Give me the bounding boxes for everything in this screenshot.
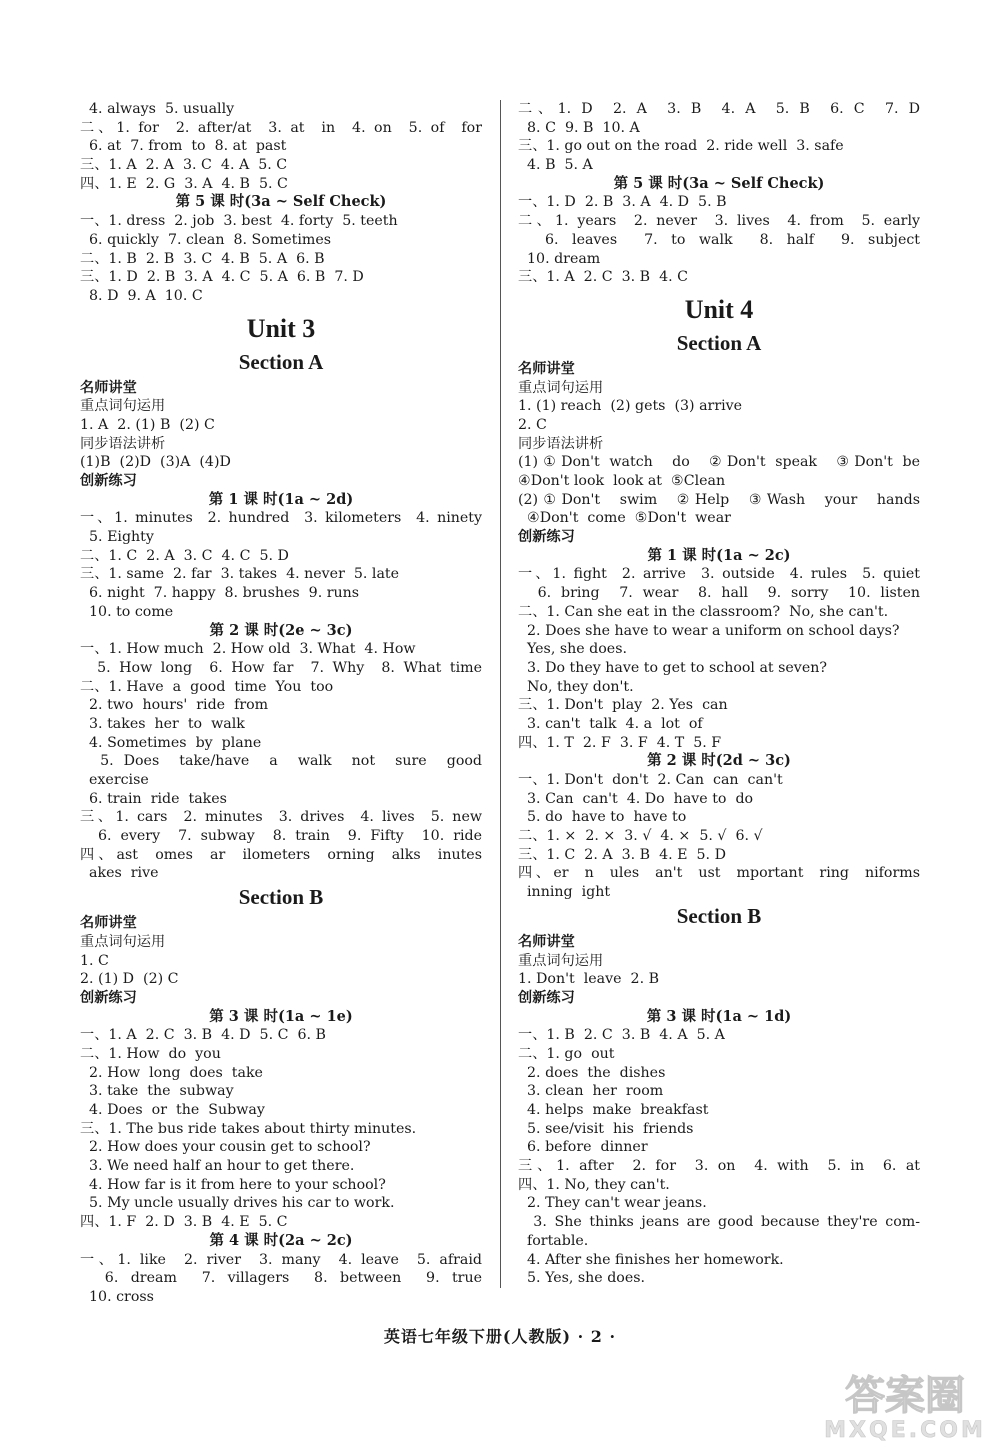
answer-line: 重点词句运用 bbox=[80, 933, 166, 950]
lesson-heading: 第 5 课 时(3a ~ Self Check) bbox=[613, 174, 825, 192]
answer-line: 三、1. same 2. far 3. takes 4. never 5. late bbox=[80, 566, 400, 583]
lesson-heading: 第 5 课 时(3a ~ Self Check) bbox=[175, 193, 387, 211]
answer-line: (1)B (2)D (3)A (4)D bbox=[80, 454, 231, 471]
answer-line: 重点词句运用 bbox=[80, 398, 166, 415]
lesson-heading: 第 2 课 时(2d ~ 3c) bbox=[647, 752, 791, 770]
answer-line: 6. night 7. happy 8. brushes 9. runs bbox=[80, 585, 360, 602]
answer-line: 3. We need half an hour to get there. bbox=[80, 1158, 355, 1175]
subheading: 创新练习 bbox=[518, 529, 575, 546]
answer-line: Yes, she does. bbox=[518, 641, 627, 658]
page-footer: 英语七年级下册(人教版) · 2 · bbox=[383, 1327, 617, 1346]
answer-line: 3. She thinks jeans are good because they're com- bbox=[518, 1214, 920, 1231]
answer-line: 5. see/visit his friends bbox=[518, 1120, 694, 1137]
left-column bbox=[80, 100, 482, 1307]
answer-line: 四、ast omes ar ilometers orning alks inutes bbox=[80, 846, 482, 863]
answer-line: 一、1. How much 2. How old 3. What 4. How bbox=[80, 641, 416, 658]
lesson-heading: 第 2 课 时(2e ~ 3c) bbox=[209, 621, 353, 639]
answer-line: No, they don't. bbox=[518, 678, 634, 695]
answer-line: 三、1. The bus ride takes about thirty minutes. bbox=[80, 1120, 417, 1137]
answer-line: 2. does the dishes bbox=[518, 1064, 666, 1081]
answer-line: 4. How far is it from here to your school? bbox=[80, 1176, 386, 1193]
answer-line: 一、1. B 2. C 3. B 4. A 5. A bbox=[518, 1027, 725, 1044]
subheading: 名师讲堂 bbox=[80, 379, 137, 396]
answer-line: 3. takes her to walk bbox=[80, 715, 245, 732]
answer-line: fortable. bbox=[518, 1232, 589, 1249]
answer-line: 4. always 5. usually bbox=[80, 101, 235, 117]
answer-line: 5. Eighty bbox=[80, 529, 154, 546]
section-heading: Section A bbox=[238, 349, 324, 374]
answer-line: 3. take the subway bbox=[80, 1083, 234, 1100]
lesson-heading: 第 1 课 时(1a ~ 2c) bbox=[647, 546, 791, 564]
answer-line: 四、er n ules an't ust mportant ring niforms bbox=[518, 865, 920, 882]
answer-line: inning ight bbox=[518, 884, 611, 901]
answer-line: 三、1. D 2. B 3. A 4. C 5. A 6. B 7. D bbox=[80, 269, 364, 286]
answer-line: 1. Don't leave 2. B bbox=[518, 971, 660, 988]
answer-line: 四、1. E 2. G 3. A 4. B 5. C bbox=[80, 175, 288, 192]
answer-line: 4. helps make breakfast bbox=[518, 1102, 709, 1118]
answer-line: 三、1. after 2. for 3. on 4. with 5. in 6. at bbox=[518, 1158, 920, 1175]
answer-line: 一、1. dress 2. job 3. best 4. forty 5. teeth bbox=[80, 213, 398, 230]
answer-line: 10. cross bbox=[80, 1288, 154, 1305]
answer-line: 二、1. for 2. after/at 3. at in 4. on 5. of for bbox=[80, 119, 482, 136]
answer-line: 8. C 9. B 10. A bbox=[518, 119, 640, 136]
answer-line: 同步语法讲析 bbox=[518, 435, 604, 452]
answer-line: 5. How long 6. How far 7. Why 8. What time bbox=[80, 659, 482, 676]
answer-line: 3. Do they have to get to school at seven? bbox=[518, 659, 827, 676]
answer-line: 4. Does or the Subway bbox=[80, 1102, 265, 1118]
answer-line: 四、1. F 2. D 3. B 4. E 5. C bbox=[80, 1214, 288, 1231]
answer-line: exercise bbox=[80, 772, 149, 788]
answer-line: 4. Sometimes by plane bbox=[80, 734, 262, 751]
answer-line: 5. Does take/have a walk not sure good bbox=[80, 753, 482, 770]
answer-line: 二、1. How do you bbox=[80, 1045, 221, 1062]
watermark-top: 答案圈 bbox=[845, 1373, 965, 1419]
section-heading: Section A bbox=[676, 330, 762, 355]
answer-line: 同步语法讲析 bbox=[80, 435, 166, 452]
answer-line: 二、1. Can she eat in the classroom? No, she can't. bbox=[518, 603, 889, 620]
section-heading: Section B bbox=[238, 885, 324, 910]
subheading: 创新练习 bbox=[80, 473, 137, 489]
answer-line: 二、1. years 2. never 3. lives 4. from 5. early bbox=[518, 213, 920, 230]
answer-line: 2. Does she have to wear a uniform on school days? bbox=[518, 622, 900, 639]
answer-line: 三、1. cars 2. minutes 3. drives 4. lives 5. new bbox=[80, 809, 482, 826]
answer-line: 三、1. A 2. C 3. B 4. C bbox=[518, 269, 689, 286]
section-heading: Section B bbox=[676, 903, 762, 928]
answer-line: 5. Yes, she does. bbox=[518, 1270, 646, 1287]
unit-heading: Unit 3 bbox=[246, 313, 316, 343]
answer-line: 一、1. Don't don't 2. Can can can't bbox=[518, 772, 783, 788]
watermark-logo bbox=[820, 1373, 990, 1448]
answer-line: 6. dream 7. villagers 8. between 9. true bbox=[80, 1270, 482, 1287]
answer-line: 三、1. C 2. A 3. B 4. E 5. D bbox=[518, 846, 726, 863]
answer-line: 3. Can can't 4. Do have to do bbox=[518, 790, 754, 807]
answer-line: 2. They can't wear jeans. bbox=[518, 1195, 707, 1212]
answer-line: 6. every 7. subway 8. train 9. Fifty 10. ride bbox=[80, 828, 482, 845]
answer-line: 一、1. minutes 2. hundred 3. kilometers 4. ninety bbox=[80, 510, 482, 527]
lesson-heading: 第 3 课 时(1a ~ 1e) bbox=[209, 1007, 353, 1025]
answer-line: ④Don't come ⑤Don't wear bbox=[518, 510, 731, 527]
answer-line: 3. can't talk 4. a lot of bbox=[518, 715, 703, 732]
answer-line: 2. C bbox=[518, 416, 547, 433]
answer-line: 1. (1) reach (2) gets (3) arrive bbox=[518, 398, 743, 415]
answer-line: 6. bring 7. wear 8. hall 9. sorry 10. listen bbox=[518, 585, 920, 602]
answer-line: 3. clean her room bbox=[518, 1083, 664, 1100]
answer-line: 二、1. Have a good time You too bbox=[80, 678, 334, 695]
answer-line: ④Don't look look at ⑤Clean bbox=[518, 473, 726, 489]
answer-line: 4. After she finishes her homework. bbox=[518, 1251, 784, 1268]
answer-line: 1. C bbox=[80, 952, 109, 969]
answer-line: 6. quickly 7. clean 8. Sometimes bbox=[80, 231, 332, 248]
lesson-heading: 第 1 课 时(1a ~ 2d) bbox=[208, 490, 354, 508]
answer-line: 一、1. fight 2. arrive 3. outside 4. rules 5. quiet bbox=[518, 566, 920, 583]
answer-line: 二、1. B 2. B 3. C 4. B 5. A 6. B bbox=[80, 250, 325, 267]
answer-line: 二、1. C 2. A 3. C 4. C 5. D bbox=[80, 547, 289, 564]
right-column bbox=[518, 100, 920, 1288]
answer-line: 10. dream bbox=[518, 250, 601, 267]
answer-line: (1)①Don't watch do ②Don't speak ③Don't be bbox=[518, 454, 920, 471]
answer-line: 1. A 2. (1) B (2) C bbox=[80, 416, 215, 433]
answer-line: 6. train ride takes bbox=[80, 790, 227, 807]
subheading: 名师讲堂 bbox=[518, 360, 575, 377]
answer-line: 二、1. go out bbox=[518, 1045, 615, 1062]
watermark-bottom: MXQE.COM bbox=[824, 1418, 986, 1443]
answer-line: 6. leaves 7. to walk 8. half 9. subject bbox=[518, 231, 920, 248]
subheading: 创新练习 bbox=[518, 989, 575, 1006]
answer-line: 2. two hours' ride from bbox=[80, 697, 269, 714]
answer-line: 4. B 5. A bbox=[518, 157, 593, 174]
unit-heading: Unit 4 bbox=[684, 294, 754, 324]
answer-line: 四、1. T 2. F 3. F 4. T 5. F bbox=[518, 734, 722, 751]
answer-line: 2. How does your cousin get to school? bbox=[80, 1139, 371, 1156]
answer-line: 三、1. Don't play 2. Yes can bbox=[518, 697, 728, 714]
answer-line: 一、1. A 2. C 3. B 4. D 5. C 6. B bbox=[80, 1027, 326, 1044]
answer-line: 6. at 7. from to 8. at past bbox=[80, 138, 287, 155]
answer-line: 一、1. D 2. B 3. A 4. D 5. B bbox=[518, 194, 727, 211]
answer-line: 2. How long does take bbox=[80, 1064, 263, 1081]
answer-line: 2. (1) D (2) C bbox=[80, 971, 179, 988]
answer-line: 6. before dinner bbox=[518, 1139, 648, 1156]
answer-line: 重点词句运用 bbox=[518, 379, 604, 396]
subheading: 名师讲堂 bbox=[518, 933, 575, 950]
subheading: 名师讲堂 bbox=[80, 915, 137, 932]
answer-line: 5. do have to have to bbox=[518, 809, 687, 826]
answer-line: 三、1. A 2. A 3. C 4. A 5. C bbox=[80, 157, 288, 174]
lesson-heading: 第 4 课 时(2a ~ 2c) bbox=[209, 1231, 353, 1249]
answer-line: (2)①Don't swim ②Help ③Wash your hands bbox=[518, 491, 920, 508]
answer-line: 三、1. go out on the road 2. ride well 3. safe bbox=[518, 138, 844, 155]
answer-line: 二、1. × 2. × 3. √ 4. × 5. √ 6. √ bbox=[518, 828, 763, 845]
subheading: 创新练习 bbox=[80, 989, 137, 1006]
answer-line: 重点词句运用 bbox=[518, 952, 604, 969]
lesson-heading: 第 3 课 时(1a ~ 1d) bbox=[646, 1007, 792, 1025]
answer-line: 5. My uncle usually drives his car to work. bbox=[80, 1195, 395, 1212]
answer-line: 10. to come bbox=[80, 603, 174, 620]
answer-line: 一、1. like 2. river 3. many 4. leave 5. afraid bbox=[80, 1251, 482, 1268]
answer-line: akes rive bbox=[80, 865, 159, 882]
column-divider bbox=[500, 100, 501, 1288]
answer-line: 二、1. D 2. A 3. B 4. A 5. B 6. C 7. D bbox=[518, 101, 920, 117]
answer-line: 8. D 9. A 10. C bbox=[80, 287, 203, 304]
answer-line: 四、1. No, they can't. bbox=[518, 1176, 670, 1193]
